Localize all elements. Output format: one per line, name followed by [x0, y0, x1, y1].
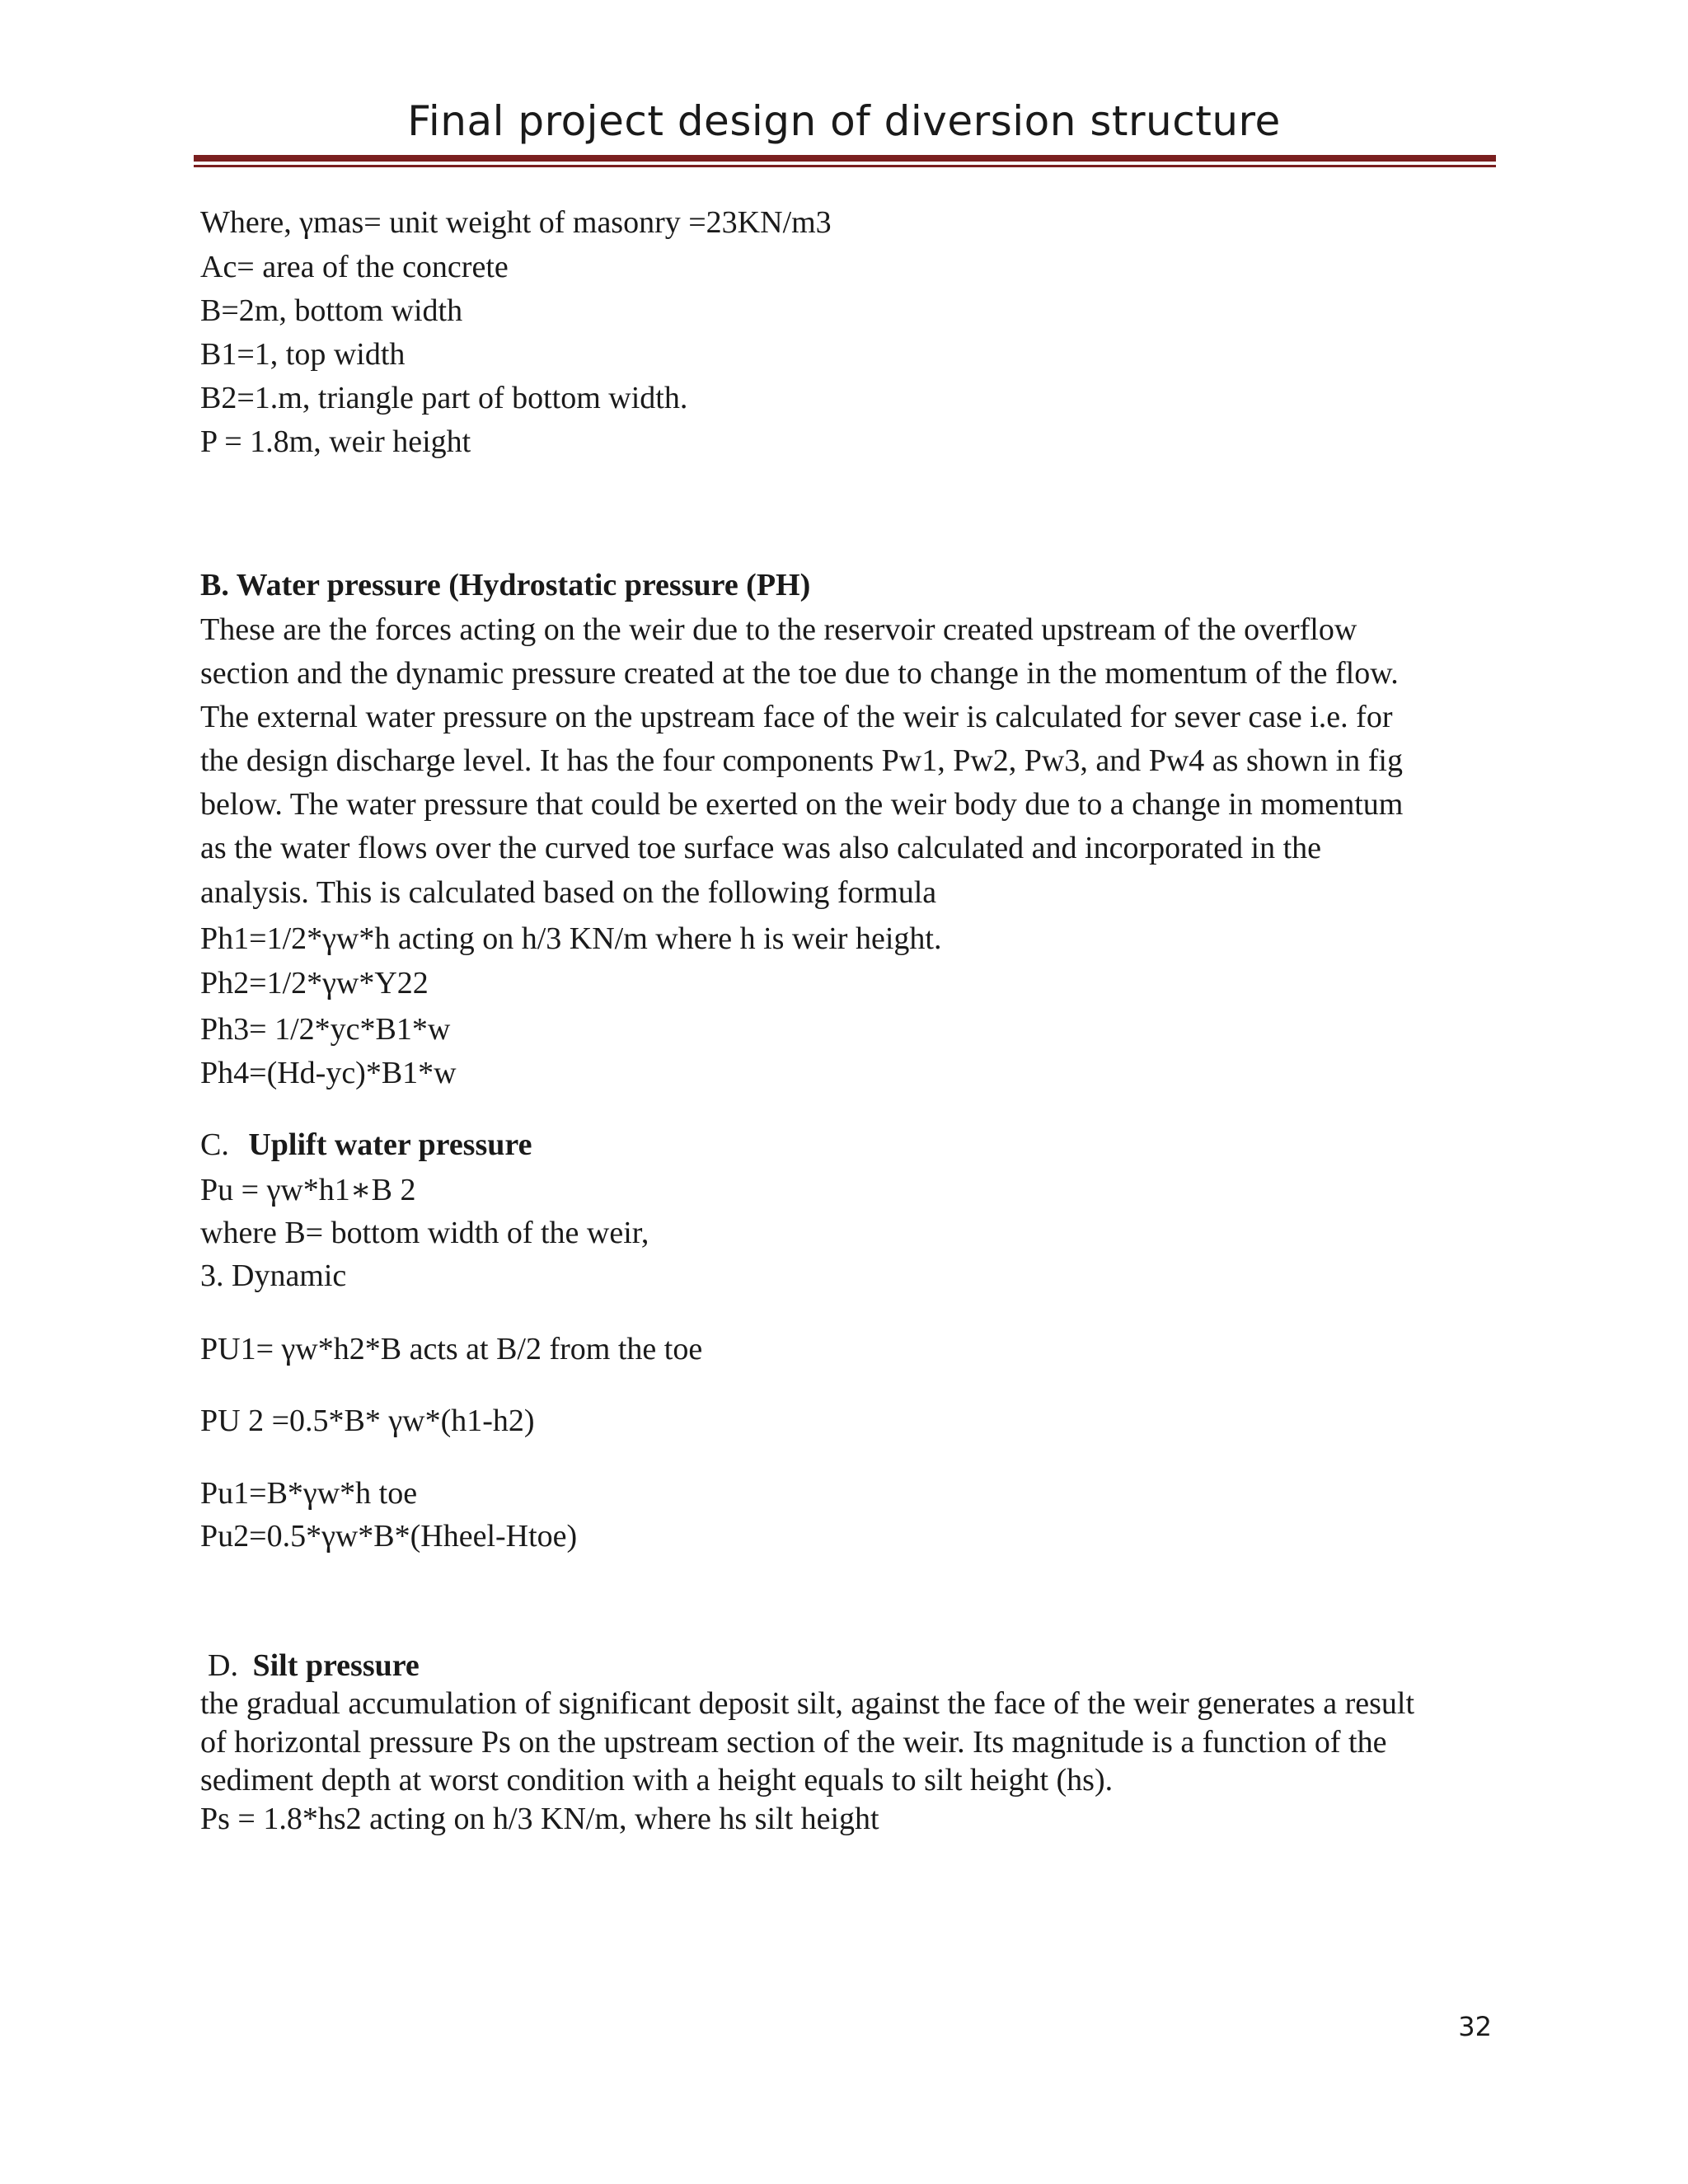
- definition-line: B2=1.m, triangle part of bottom width.: [200, 381, 688, 415]
- paragraph-line: These are the forces acting on the weir due to the reservoir created upstream of the overflow: [200, 612, 1357, 647]
- formula-line: PU 2 =0.5*B* γw*(h1-h2): [200, 1404, 535, 1438]
- paragraph-line: analysis. This is calculated based on the following formula: [200, 875, 937, 910]
- paragraph-line: of horizontal pressure Ps on the upstream section of the weir. Its magnitude is a function of the: [200, 1725, 1387, 1760]
- formula-line: Ph1=1/2*γw*h acting on h/3 KN/m where h is weir height.: [200, 921, 942, 956]
- formula-line: Ps = 1.8*hs2 acting on h/3 KN/m, where hs silt height: [200, 1802, 879, 1836]
- paragraph-line: below. The water pressure that could be exerted on the weir body due to a change in momentum: [200, 787, 1404, 822]
- definition-line: Ac= area of the concrete: [200, 250, 509, 284]
- header-rule-thick: [194, 155, 1496, 162]
- section-c-title: Uplift water pressure: [248, 1127, 532, 1162]
- section-c-heading: [200, 1123, 532, 1167]
- paragraph-line: sediment depth at worst condition with a height equals to silt height (hs).: [200, 1763, 1114, 1797]
- text-line: where B= bottom width of the weir,: [200, 1216, 649, 1250]
- section-d-title: Silt pressure: [252, 1648, 420, 1683]
- formula-line: Pu2=0.5*γw*B*(Hheel-Htoe): [200, 1519, 578, 1554]
- definition-line: P = 1.8m, weir height: [200, 424, 471, 459]
- page-number: 32: [1458, 2011, 1492, 2042]
- paragraph-line: the gradual accumulation of significant deposit silt, against the face of the weir generates a result: [200, 1686, 1415, 1721]
- formula-line: Ph3= 1/2*yc*B1*w: [200, 1012, 451, 1047]
- paragraph-line: section and the dynamic pressure created at the toe due to change in the momentum of the flow.: [200, 656, 1399, 691]
- definition-line: B=2m, bottom width: [200, 293, 463, 328]
- paragraph-line: as the water flows over the curved toe surface was also calculated and incorporated in the: [200, 831, 1322, 865]
- definition-line: Where, γmas= unit weight of masonry =23KN/m3: [200, 205, 832, 240]
- definition-line: B1=1, top width: [200, 337, 406, 372]
- formula-line: Pu = γw*h1∗B 2: [200, 1173, 416, 1207]
- section-d-label: D.: [208, 1648, 238, 1683]
- formula-line: Ph2=1/2*γw*Y22: [200, 966, 429, 1001]
- header-rule-thin: [194, 165, 1496, 167]
- formula-line: PU1= γw*h2*B acts at B/2 from the toe: [200, 1332, 703, 1366]
- section-c-label: C.: [200, 1127, 229, 1162]
- paragraph-line: the design discharge level. It has the four components Pw1, Pw2, Pw3, and Pw4 as shown in fig: [200, 743, 1403, 778]
- formula-line: Pu1=B*γw*h toe: [200, 1476, 418, 1511]
- paragraph-line: The external water pressure on the upstream face of the weir is calculated for sever case i.e. for: [200, 700, 1393, 734]
- formula-line: Ph4=(Hd-yc)*B1*w: [200, 1056, 457, 1090]
- text-line: 3. Dynamic: [200, 1258, 347, 1293]
- page-header-title: Final project design of diversion structure: [407, 97, 1281, 145]
- section-b-heading: B. Water pressure (Hydrostatic pressure (PH): [200, 568, 811, 602]
